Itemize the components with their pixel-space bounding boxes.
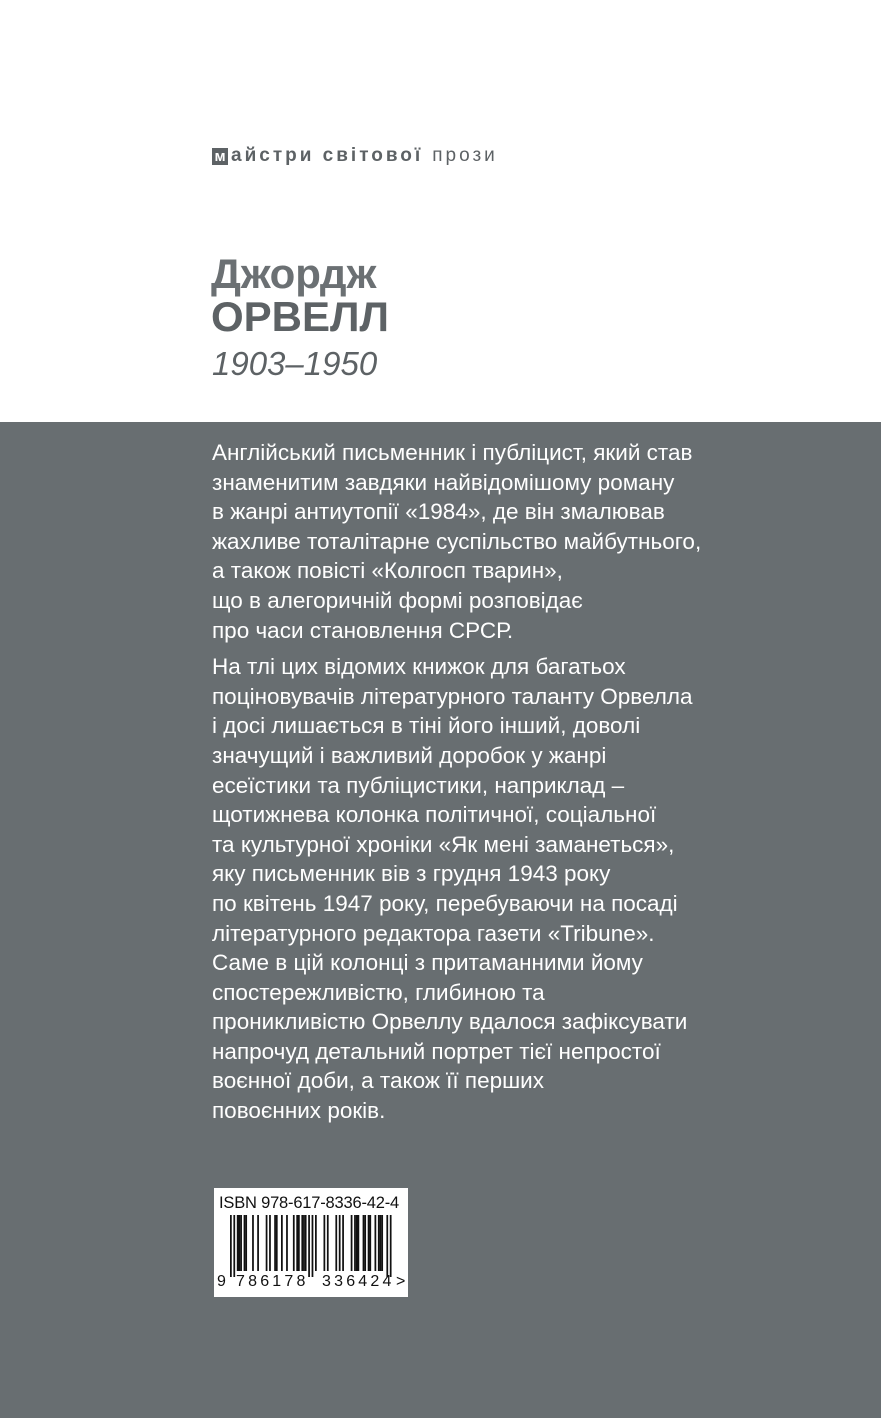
barcode-bar: [252, 1215, 254, 1271]
text-line: жахливе тоталітарне суспільство майбутнього,: [212, 528, 702, 554]
isbn-label: ISBN 978-617-8336-42-4: [219, 1194, 399, 1212]
barcode-bar: [233, 1215, 235, 1277]
barcode-bar: [257, 1215, 259, 1271]
barcode-quiet-zone-marker: >: [396, 1273, 406, 1290]
barcode-bar: [305, 1215, 307, 1271]
barcode-bar: [239, 1215, 241, 1271]
text-line: знаменитим завдяки найвідомішому роману: [212, 469, 675, 495]
barcode-bar: [368, 1215, 370, 1271]
barcode-bar: [298, 1215, 300, 1271]
barcode-bar: [286, 1215, 288, 1271]
barcode-bar: [315, 1215, 317, 1271]
barcode-bar: [245, 1215, 247, 1271]
barcode-bar: [354, 1215, 356, 1271]
description-paragraph-2: [212, 652, 772, 1126]
barcode-bar: [327, 1215, 329, 1271]
barcode-bar: [390, 1215, 392, 1277]
barcode-lead-digit: 9: [217, 1273, 226, 1290]
text-line: повоєнних років.: [212, 1098, 386, 1124]
series-title-bold: айстри світової: [231, 145, 424, 166]
series-title-light: прози: [432, 145, 498, 166]
series-initial-box: м: [212, 148, 228, 165]
barcode-bar: [244, 1215, 246, 1271]
barcode-bar: [324, 1215, 326, 1271]
text-line: Англійський письменник і публіцист, який став: [212, 440, 693, 465]
text-line: проникливістю Орвеллу вдалося зафіксувати: [212, 1009, 688, 1035]
barcode-bar: [351, 1215, 353, 1271]
barcode-bar: [358, 1215, 360, 1271]
text-line: щотижнева колонка політичної, соціальної: [212, 802, 657, 828]
barcode-bar: [339, 1215, 341, 1271]
barcode-right-group: 336424: [322, 1273, 395, 1290]
series-logo: [212, 144, 498, 168]
barcode-bar: [356, 1215, 358, 1271]
text-line: а також повісті «Колгосп тварин»,: [212, 558, 563, 584]
author-first-name: Джордж: [211, 250, 377, 297]
text-line: На тлі цих відомих книжок для багатьох: [212, 654, 626, 680]
barcode-bar: [230, 1215, 232, 1277]
text-line: літературного редактора газети «Tribune».: [212, 920, 655, 946]
text-line: по квітень 1947 року, перебуваючи на посаді: [212, 890, 678, 916]
barcode-bar: [335, 1215, 337, 1271]
text-line: про часи становлення СРСР.: [212, 617, 514, 643]
text-line: в жанрі антиутопії «1984», де він змалював: [212, 499, 665, 525]
barcode-bar: [375, 1215, 377, 1271]
barcode-bar: [380, 1215, 382, 1271]
barcode-bar: [296, 1215, 298, 1271]
barcode-bar: [269, 1215, 271, 1271]
text-line: есеїстики та публіцистики, наприклад –: [212, 772, 625, 798]
barcode-bar: [276, 1215, 278, 1271]
text-line: яку письменник вів з грудня 1943 року: [212, 861, 611, 887]
barcode-bar: [381, 1215, 383, 1271]
book-description: [212, 438, 772, 1126]
barcode-bar: [281, 1215, 283, 1271]
barcode-bar: [237, 1215, 239, 1271]
barcode-bar: [293, 1215, 295, 1271]
barcode-bar: [301, 1215, 303, 1271]
text-line: що в алегоричній формі розповідає: [212, 587, 583, 613]
author-last-name: ОРВЕЛЛ: [211, 293, 389, 340]
barcode-bar: [303, 1215, 305, 1271]
text-line: спостережливістю, глибиною та: [212, 979, 545, 1005]
barcode-bar: [308, 1215, 310, 1277]
isbn-barcode: [214, 1188, 408, 1297]
description-paragraph-1: [212, 438, 772, 645]
text-line: Саме в цій колонці з притаманними йому: [212, 950, 643, 976]
barcode-left-group: 786178: [236, 1273, 309, 1290]
author-life-years: 1903–1950: [212, 345, 378, 382]
barcode-bar: [274, 1215, 276, 1271]
text-line: поціновувачів літературного таланту Орвелла: [212, 683, 693, 709]
barcode-bar: [363, 1215, 365, 1271]
text-line: і досі лишається в тіні його інший, доволі: [212, 713, 641, 739]
barcode-bar: [342, 1215, 344, 1271]
text-line: напрочуд детальний портрет тієї непростої: [212, 1038, 661, 1064]
text-line: воєнної доби, а також її перших: [212, 1068, 544, 1094]
barcode-bar: [312, 1215, 314, 1277]
barcode-bar: [378, 1215, 380, 1271]
cover-top-white-section: [0, 0, 881, 422]
barcode-bar: [386, 1215, 388, 1277]
text-line: та культурної хроніки «Як мені заманеться»,: [212, 831, 675, 857]
text-line: значущий і важливий доробок у жанрі: [212, 742, 607, 768]
barcode-bar: [364, 1215, 366, 1271]
barcode-bar: [369, 1215, 371, 1271]
barcode-digits: [214, 1273, 408, 1295]
barcode-bar: [266, 1215, 268, 1271]
barcode-bar: [240, 1215, 242, 1271]
